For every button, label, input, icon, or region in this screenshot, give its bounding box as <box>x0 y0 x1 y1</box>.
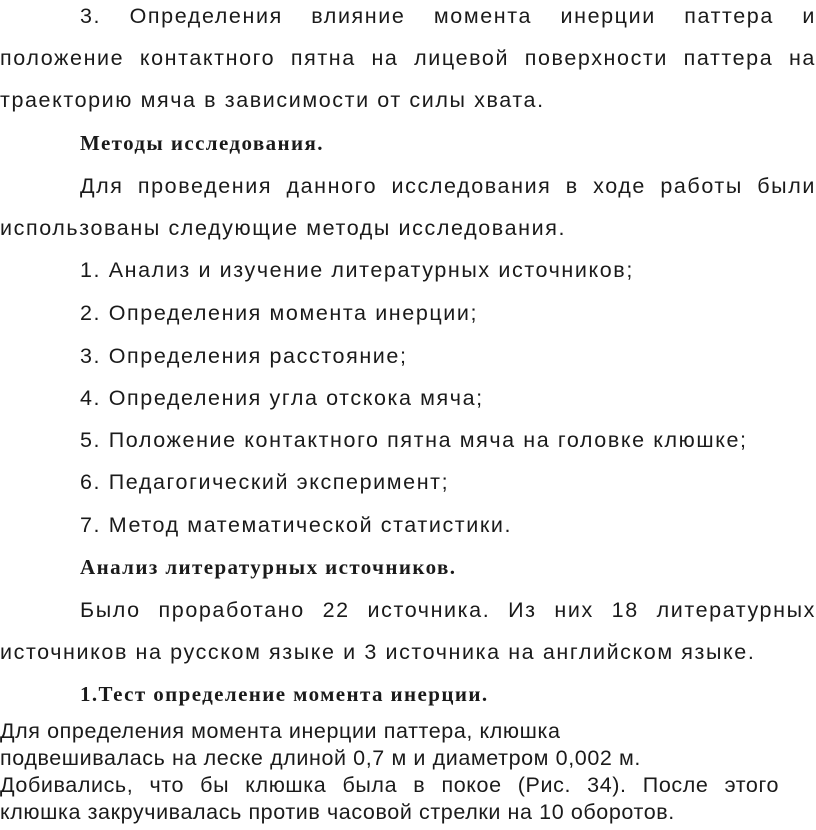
paragraph-3-line-2: положение контактного пятна на лицевой поверхности паттера на <box>0 46 816 70</box>
method-list-item: 4. Определения угла отскока мяча; <box>80 386 484 410</box>
method-list-item: 2. Определения момента инерции; <box>80 301 479 325</box>
method-list-item: 5. Положение контактного пятна мяча на головке клюшке; <box>80 428 748 452</box>
literature-line-2: источников на русском языке и 3 источника на английском языке. <box>0 640 756 664</box>
literature-line-1: Было проработано 22 источника. Из них 18 литературных <box>80 598 816 622</box>
paragraph-3-line-1: 3. Определения влияние момента инерции паттера и <box>80 4 816 28</box>
method-list-item: 7. Метод математической статистики. <box>80 513 513 537</box>
methods-intro-line-2: использованы следующие методы исследования. <box>0 216 567 240</box>
test-line-1: Для определения момента инерции паттера, клюшка <box>0 719 561 743</box>
method-list-item: 3. Определения расстояние; <box>80 344 408 368</box>
paragraph-3-line-3: траекторию мяча в зависимости от силы хвата. <box>0 88 545 112</box>
method-list-item: 1. Анализ и изучение литературных источников; <box>80 258 634 282</box>
methods-heading: Методы исследования. <box>80 131 324 155</box>
method-list-item: 6. Педагогический эксперимент; <box>80 470 450 494</box>
literature-heading: Анализ литературных источников. <box>80 555 457 579</box>
test-heading: 1.Тест определение момента инерции. <box>80 682 489 706</box>
test-line-2: подвешивалась на леске длиной 0,7 м и диаметром 0,002 м. <box>0 746 641 770</box>
test-line-3: Добивались, что бы клюшка была в покое (Рис. 34). После этого <box>0 773 779 797</box>
test-line-4: клюшка закручивалась против часовой стрелки на 10 оборотов. <box>0 800 675 824</box>
methods-intro-line-1: Для проведения данного исследования в ходе работы были <box>80 174 816 198</box>
